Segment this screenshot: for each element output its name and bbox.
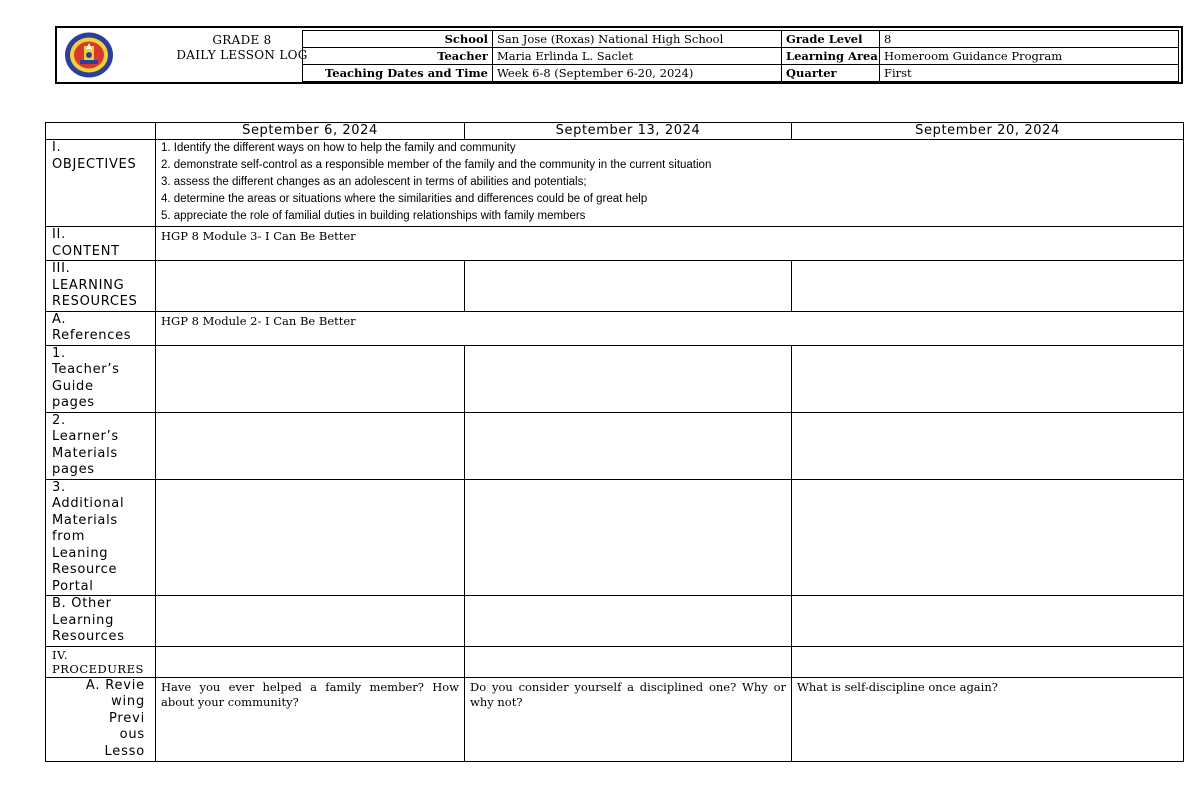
empty-cell — [465, 646, 792, 677]
grade-text: GRADE 8 — [212, 33, 272, 47]
row-label-line: Portal — [52, 578, 94, 594]
empty-cell — [792, 646, 1184, 677]
row-label-line: B. Other — [52, 596, 112, 611]
objective-item: 3. assess the different changes as an adolescent in terms of abilities and potentials; — [161, 176, 587, 188]
row-label-line: Resource — [52, 562, 118, 577]
row-label-line: 3. — [52, 479, 66, 495]
reviewing-day-3: What is self-discipline once again? — [792, 677, 1184, 761]
row-label-line: Lesso — [104, 743, 145, 759]
grade-level-label: Grade Level — [782, 31, 880, 48]
additional-materials-label — [46, 479, 156, 596]
row-label-line: Additional — [52, 496, 125, 511]
teacher-label: Teacher — [303, 48, 493, 65]
objectives-row — [46, 140, 1184, 227]
learning-resources-row — [46, 261, 1184, 312]
empty-cell — [465, 412, 792, 479]
row-label-line: Leaning — [52, 545, 109, 561]
reviewing-row — [46, 677, 1184, 761]
row-label-line: Resources — [52, 629, 125, 644]
row-label-line: from — [52, 529, 86, 544]
row-label-line: wing — [111, 694, 145, 709]
additional-materials-row — [46, 479, 1184, 596]
learning-area-value: Homeroom Guidance Program — [880, 48, 1179, 65]
date-column-2: September 13, 2024 — [465, 123, 792, 140]
learners-materials-label — [46, 412, 156, 479]
row-label-line: Previ — [109, 710, 145, 726]
reviewing-label — [46, 677, 156, 761]
empty-cell — [156, 345, 465, 412]
row-label-line: 1. — [52, 345, 66, 361]
other-resources-label — [46, 596, 156, 647]
date-column-1: September 6, 2024 — [156, 123, 465, 140]
row-label-line: CONTENT — [52, 243, 120, 259]
row-label-line: RESOURCES — [52, 294, 138, 309]
school-value: San Jose (Roxas) National High School — [493, 31, 782, 48]
date-column-3: September 20, 2024 — [792, 123, 1184, 140]
school-label: School — [303, 31, 493, 48]
learning-resources-label — [46, 261, 156, 312]
empty-cell — [156, 412, 465, 479]
dates-label: Teaching Dates and Time — [303, 65, 493, 82]
grade-level-value: 8 — [880, 31, 1179, 48]
row-label-line: pages — [52, 462, 95, 477]
teacher-value: Maria Erlinda L. Saclet — [493, 48, 782, 65]
references-label — [46, 311, 156, 345]
row-label-line: Teacher’s — [52, 362, 120, 377]
empty-cell — [465, 261, 792, 312]
objective-item: 1. Identify the different ways on how to help the family and community — [161, 142, 516, 154]
deped-seal-logo — [63, 31, 115, 79]
row-label-line: Materials — [52, 512, 118, 528]
empty-cell — [156, 261, 465, 312]
procedures-label: IV. PROCEDURES — [46, 646, 156, 677]
row-label-line: Materials — [52, 445, 118, 461]
row-label-line: A. — [52, 311, 67, 327]
procedures-row — [46, 646, 1184, 677]
row-label-line: 2. — [52, 412, 66, 428]
objective-item: 2. demonstrate self-control as a responsible member of the family and the community in the current situation — [161, 159, 712, 171]
school-info-table — [302, 30, 1179, 82]
lesson-log-header — [55, 26, 1183, 84]
content-row — [46, 227, 1184, 261]
row-label-line: I. — [52, 140, 62, 155]
learning-area-label: Learning Area — [782, 48, 880, 65]
row-label-line: ous — [119, 727, 145, 742]
row-label-line: LEARNING — [52, 277, 125, 293]
learners-materials-row — [46, 412, 1184, 479]
empty-cell — [156, 479, 465, 596]
quarter-value: First — [880, 65, 1179, 82]
reviewing-day-2: Do you consider yourself a disciplined one? Why or why not? — [465, 677, 792, 761]
log-title: DAILY LESSON LOG — [176, 48, 308, 62]
empty-cell — [792, 261, 1184, 312]
references-value: HGP 8 Module 2- I Can Be Better — [156, 311, 1184, 345]
references-row — [46, 311, 1184, 345]
row-label-line: pages — [52, 395, 95, 410]
quarter-label: Quarter — [782, 65, 880, 82]
content-label — [46, 227, 156, 261]
row-label-line: Learning — [52, 612, 115, 628]
row-label-line: III. — [52, 261, 71, 276]
other-resources-row — [46, 596, 1184, 647]
content-value: HGP 8 Module 3- I Can Be Better — [156, 227, 1184, 261]
empty-cell — [465, 479, 792, 596]
empty-cell — [792, 345, 1184, 412]
objective-item: 4. determine the areas or situations where the similarities and differences could be of great help — [161, 193, 648, 205]
date-header-row — [46, 123, 1184, 140]
row-label-line: Learner’s — [52, 429, 119, 444]
row-label-line: References — [52, 328, 132, 343]
row-label-line: Guide — [52, 378, 94, 394]
row-label-line: A. Revie — [85, 677, 145, 693]
objective-item: 5. appreciate the role of familial duties in building relationships with family members — [161, 210, 586, 222]
empty-cell — [792, 479, 1184, 596]
empty-cell — [792, 412, 1184, 479]
empty-cell — [465, 345, 792, 412]
lesson-log-table — [45, 122, 1184, 762]
teachers-guide-label — [46, 345, 156, 412]
row-label-line: OBJECTIVES — [52, 156, 137, 172]
dates-value: Week 6-8 (September 6-20, 2024) — [493, 65, 782, 82]
teachers-guide-row — [46, 345, 1184, 412]
reviewing-day-1: Have you ever helped a family member? How about your community? — [156, 677, 465, 761]
corner-cell — [46, 123, 156, 140]
empty-cell — [792, 596, 1184, 647]
empty-cell — [465, 596, 792, 647]
row-label-line: II. — [52, 227, 66, 242]
objectives-label — [46, 140, 156, 227]
objectives-list — [156, 140, 1184, 227]
empty-cell — [156, 596, 465, 647]
empty-cell — [156, 646, 465, 677]
